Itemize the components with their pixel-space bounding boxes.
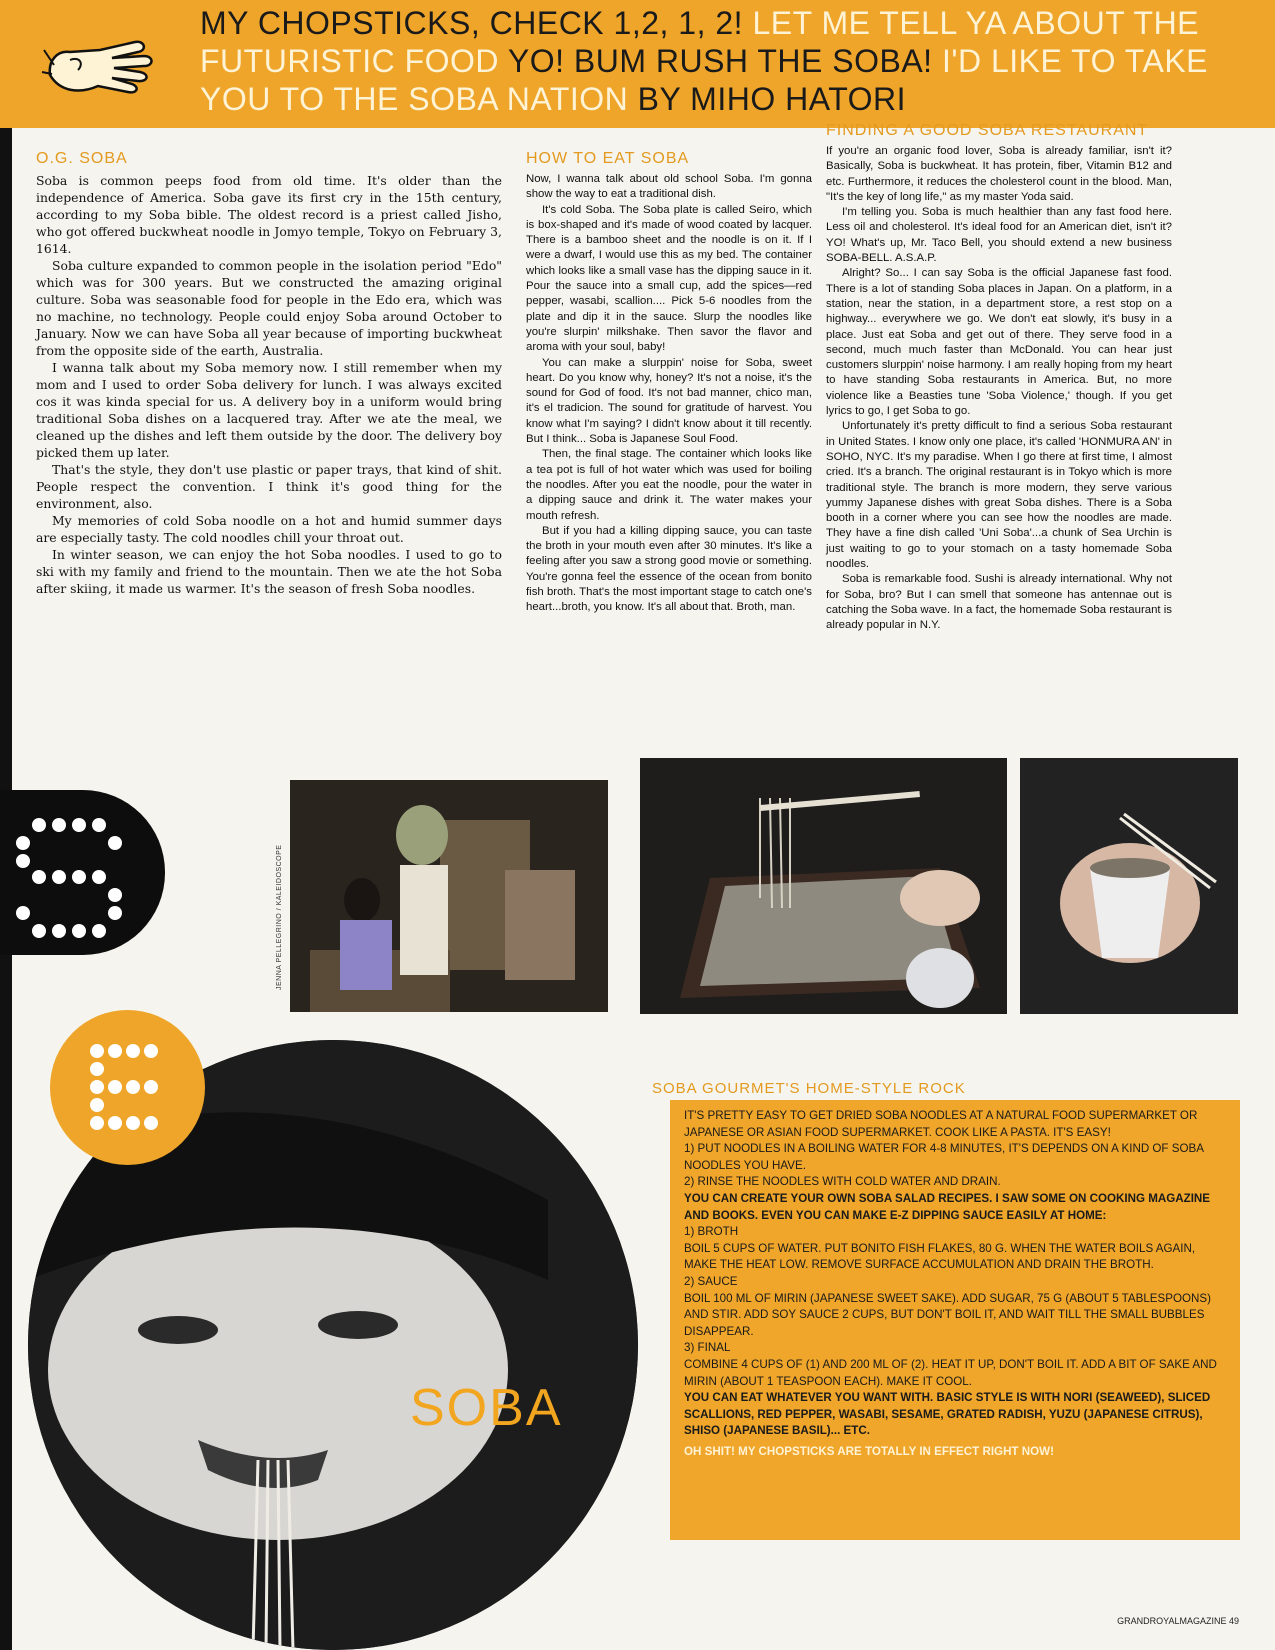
paragraph: Alright? So... I can say Soba is the official Japanese fast food. There is a lot of standing Soba places in Japan. On a platform, in a station, near the station, in a department store, a rest stop on a highway... everywhere we go. We don't eat slowly, it's busy in a place. Just eat Soba and get out of there. They serve food in a second, much much faster than McDonald. You can hear just customers slurppin' noise harmony. I am really hoping from my heart to have standing Soba restaurants in America. But, no more violence like a Beasties tune 'Soba Violence,' though. If you get lyrics to go, I get Soba to go. [826, 267, 1172, 418]
recipe-line: 3) FINAL [684, 1341, 731, 1355]
photo-illustration [1020, 758, 1238, 1014]
recipe-lines [670, 1100, 1240, 1440]
recipe-closing: OH SHIT! MY CHOPSTICKS ARE TOTALLY IN EFFECT RIGHT NOW! [684, 1444, 1054, 1458]
paragraph: I wanna talk about my Soba memory now. I still remember when my mom and I used to order Soba delivery for lunch. I was always excited cos it was kinda special for us. A delivery boy in a uniform would bring traditional Soba dishes on a lacquered tray. After we ate the meal, we cleaned up the dishes and left them outside by the door. The delivery boy picked them up later. [36, 360, 502, 460]
paragraph: In winter season, we can enjoy the hot Soba noodles. I used to go to ski with my family and friend to the mountain. Then we ate the hot Soba after skiing, it made us warmer. It's the season of fresh Soba noodles. [36, 547, 502, 596]
article-column-1 [36, 150, 502, 597]
recipe-box [670, 1100, 1240, 1540]
section-heading: FINDING A GOOD SOBA RESTAURANT [826, 122, 1149, 139]
section-heading: O.G. SOBA [36, 150, 128, 167]
headline-part: MY CHOPSTICKS, CHECK 1,2, 1, 2! [200, 5, 744, 41]
paragraph: Now, I wanna talk about old school Soba. I'm gonna show the way to eat a traditional dish. [526, 173, 812, 201]
headline-part: I'D LIKE TO TAKE YOU TO THE SOBA NATION [200, 43, 1208, 117]
paragraph: Then, the final stage. The container which looks like a tea pot is full of hot water which was used for boiling the noodles. After you eat the noodle, pour the water in a dipping sauce and drink it. The water makes your mouth refresh. [526, 448, 812, 522]
photo-soba-cup [1020, 758, 1238, 1014]
recipe-line: COMBINE 4 CUPS OF (1) AND 200 ML OF (2). HEAT IT UP, DON'T BOIL IT. ADD A BIT OF SAKE AND MIRIN (ABOUT 1 TEASPOON EACH). MAKE IT COOL. [684, 1357, 1217, 1388]
headline [200, 4, 1250, 118]
paragraph: Soba is common peeps food from old time. It's older than the independence of America. Soba gave its first cry in the 15th century, according to my Soba bible. The oldest record is a priest called Jisho, who got offered buckwheat noodle in Jomyo temple, Tokyo on February 3, 1614. [36, 173, 502, 256]
recipe-line: YOU CAN EAT WHATEVER YOU WANT WITH. BASIC STYLE IS WITH NORI (SEAWEED), SLICED SCALLIONS, RED PEPPER, WASABI, SESAME, GRATED RADISH, YUZU (JAPANESE CITRUS), SHISO (JAPANESE BASIL)... ETC. [684, 1391, 1211, 1438]
recipe-line: 2) SAUCE [684, 1274, 738, 1288]
paragraph: Unfortunately it's pretty difficult to find a serious Soba restaurant in United States. I know only one place, it's called 'HONMURA AN' in SOHO, NYC. It's my paradise. When I go there at first time, I almost cried. It's a branch. The original restaurant is in Tokyo which is more traditional style. The branch is more modern, they serve various yummy Japanese dishes with great Soba dishes. There is a Soba booth in a corner where you can see how the noodles are made. They have a fine dish called 'Uni Soba'...a chunk of Sea Urchin is just waiting to go to your stomach on a tasty homemade Soba noodles. [826, 420, 1172, 571]
paragraph: That's the style, they don't use plastic or paper trays, that kind of shit. People respect the convention. I think it's good thing for the environment, also. [36, 462, 502, 511]
paragraph: Soba culture expanded to common people in the isolation period "Edo" which was for 300 years. But we constructed the amazing original culture. Soba was seasonable food for people in the Edo era, which was no machine, no technology. People could enjoy Soba around October to January. Now we can have Soba all year because of importing buckwheat from the opposite side of the earth, Australia. [36, 258, 502, 358]
recipe-heading: SOBA GOURMET'S HOME-STYLE ROCK [652, 1080, 966, 1097]
recipe-line: 1) BROTH [684, 1225, 739, 1239]
headline-part: LET ME TELL YA ABOUT THE FUTURISTIC FOOD [200, 5, 1200, 79]
photo-credit: JENNA PELLEGRINO / KALEIDOSCOPE [276, 844, 283, 990]
article-column-3 [826, 122, 1172, 634]
recipe-line: BOIL 5 CUPS OF WATER. PUT BONITO FISH FLAKES, 80 G. WHEN THE WATER BOILS AGAIN, MAKE THE HEAT LOW. REMOVE SURFACE ACCUMULATION AND DRAIN THE BROTH. [684, 1241, 1196, 1272]
paragraph: Soba is remarkable food. Sushi is already international. Why not for Soba, bro? But I can smell that someone has antennae out is catching the Soba wave. In a fact, the homemade Soba restaurant is already popular in N.Y. [826, 573, 1172, 632]
article-column-2 [526, 150, 812, 616]
recipe-line: BOIL 100 ML OF MIRIN (JAPANESE SWEET SAKE). ADD SUGAR, 75 G (ABOUT 5 TABLESPOONS) AND STIR. ADD SOY SAUCE 2 CUPS, BUT DON'T BOIL IT, AND WAIT TILL THE SMALL BUBBLES DISAPPEAR. [684, 1291, 1212, 1338]
recipe-line: YOU CAN CREATE YOUR OWN SOBA SALAD RECIPES. I SAW SOME ON COOKING MAGAZINE AND BOOKS. EVEN YOU CAN MAKE E-Z DIPPING SAUCE EASILY AT HOME: [684, 1191, 1211, 1222]
paragraph: It's cold Soba. The Soba plate is called Seiro, which is box-shaped and it's made of wood coated by lacquer. There is a bamboo sheet and the noodle is on it. If I were a dwarf, I would use this as my bed. The container which looks like a small vase has the dipping sauce in it. Pour the sauce into a small cup, add the spices—red pepper, wasabi, scallion.... Pick 5-6 noodles from the plate and dip it in the sauce. Slurp the noodles like you're slurpin' milkshake. Then savor the flavor and aroma with your soul, baby! [526, 203, 812, 354]
paragraph: But if you had a killing dipping sauce, you can taste the broth in your mouth even after 30 minutes. It's like a feeling after you saw a strong good movie or something. You're gonna feel the essence of the ocean from bonito fish broth. That's the most important stage to catch one's heart...broth, you know. It's all about that. Broth, man. [526, 524, 812, 614]
byline: BY MIHO HATORI [637, 81, 907, 117]
recipe-line: IT'S PRETTY EASY TO GET DRIED SOBA NOODLES AT A NATURAL FOOD SUPERMARKET OR JAPANESE OR ASIAN FOOD SUPERMARKET. COOK LIKE A PASTA. IT'S EASY! [684, 1109, 1198, 1139]
photo-soba-seiro [640, 758, 1007, 1014]
photo-illustration [640, 758, 1007, 1014]
headline-part: YO! BUM RUSH THE SOBA! [507, 43, 933, 79]
hand-icon [40, 20, 160, 110]
dot-letter-s [0, 790, 165, 955]
header-banner [0, 0, 1275, 128]
photo-yoda-mask [290, 780, 608, 1012]
paragraph: You can make a slurppin' noise for Soba, sweet heart. Do you know why, honey? It's not a noise, it's the sound for God of food. It's not bad manner, chico man, it's el tradicion. The sound for gratitude of harvest. You know what I'm saying? I didn't know about it till recently. But I think... Soba is Japanese Soul Food. [526, 356, 812, 446]
recipe-line: 1) PUT NOODLES IN A BOILING WATER FOR 4-8 MINUTES, IT'S DEPENDS ON A KIND OF SOBA NOODLES YOU HAVE. [684, 1142, 1204, 1172]
paragraph: I'm telling you. Soba is much healthier than any fast food here. Less oil and cholesterol. It's ideal food for an American diet, isn't it? YO! What's up, Mr. Taco Bell, you should extend a new business SOBA-BELL. A.S.A.P. [826, 206, 1172, 265]
paragraph: My memories of cold Soba noodle on a hot and humid summer days are especially tasty. The cold noodles chill your throat out. [36, 513, 502, 545]
paragraph: If you're an organic food lover, Soba is already familiar, isn't it? Basically, Soba is buckwheat. It has protein, fiber, Vitamin B12 and etc. Furthermore, it reduces the cholesterol count in the blood. Man, "It's the key of long life," as my master Yoda said. [826, 145, 1172, 203]
soba-wordmark: SOBA [410, 1379, 563, 1437]
section-heading: HOW TO EAT SOBA [526, 150, 690, 167]
photo-illustration [290, 780, 608, 1012]
page-footer: GRANDROYALMAGAZINE 49 [1117, 1616, 1239, 1626]
dot-letter-e [50, 1010, 205, 1165]
recipe-line: 2) RINSE THE NOODLES WITH COLD WATER AND DRAIN. [684, 1175, 1001, 1189]
